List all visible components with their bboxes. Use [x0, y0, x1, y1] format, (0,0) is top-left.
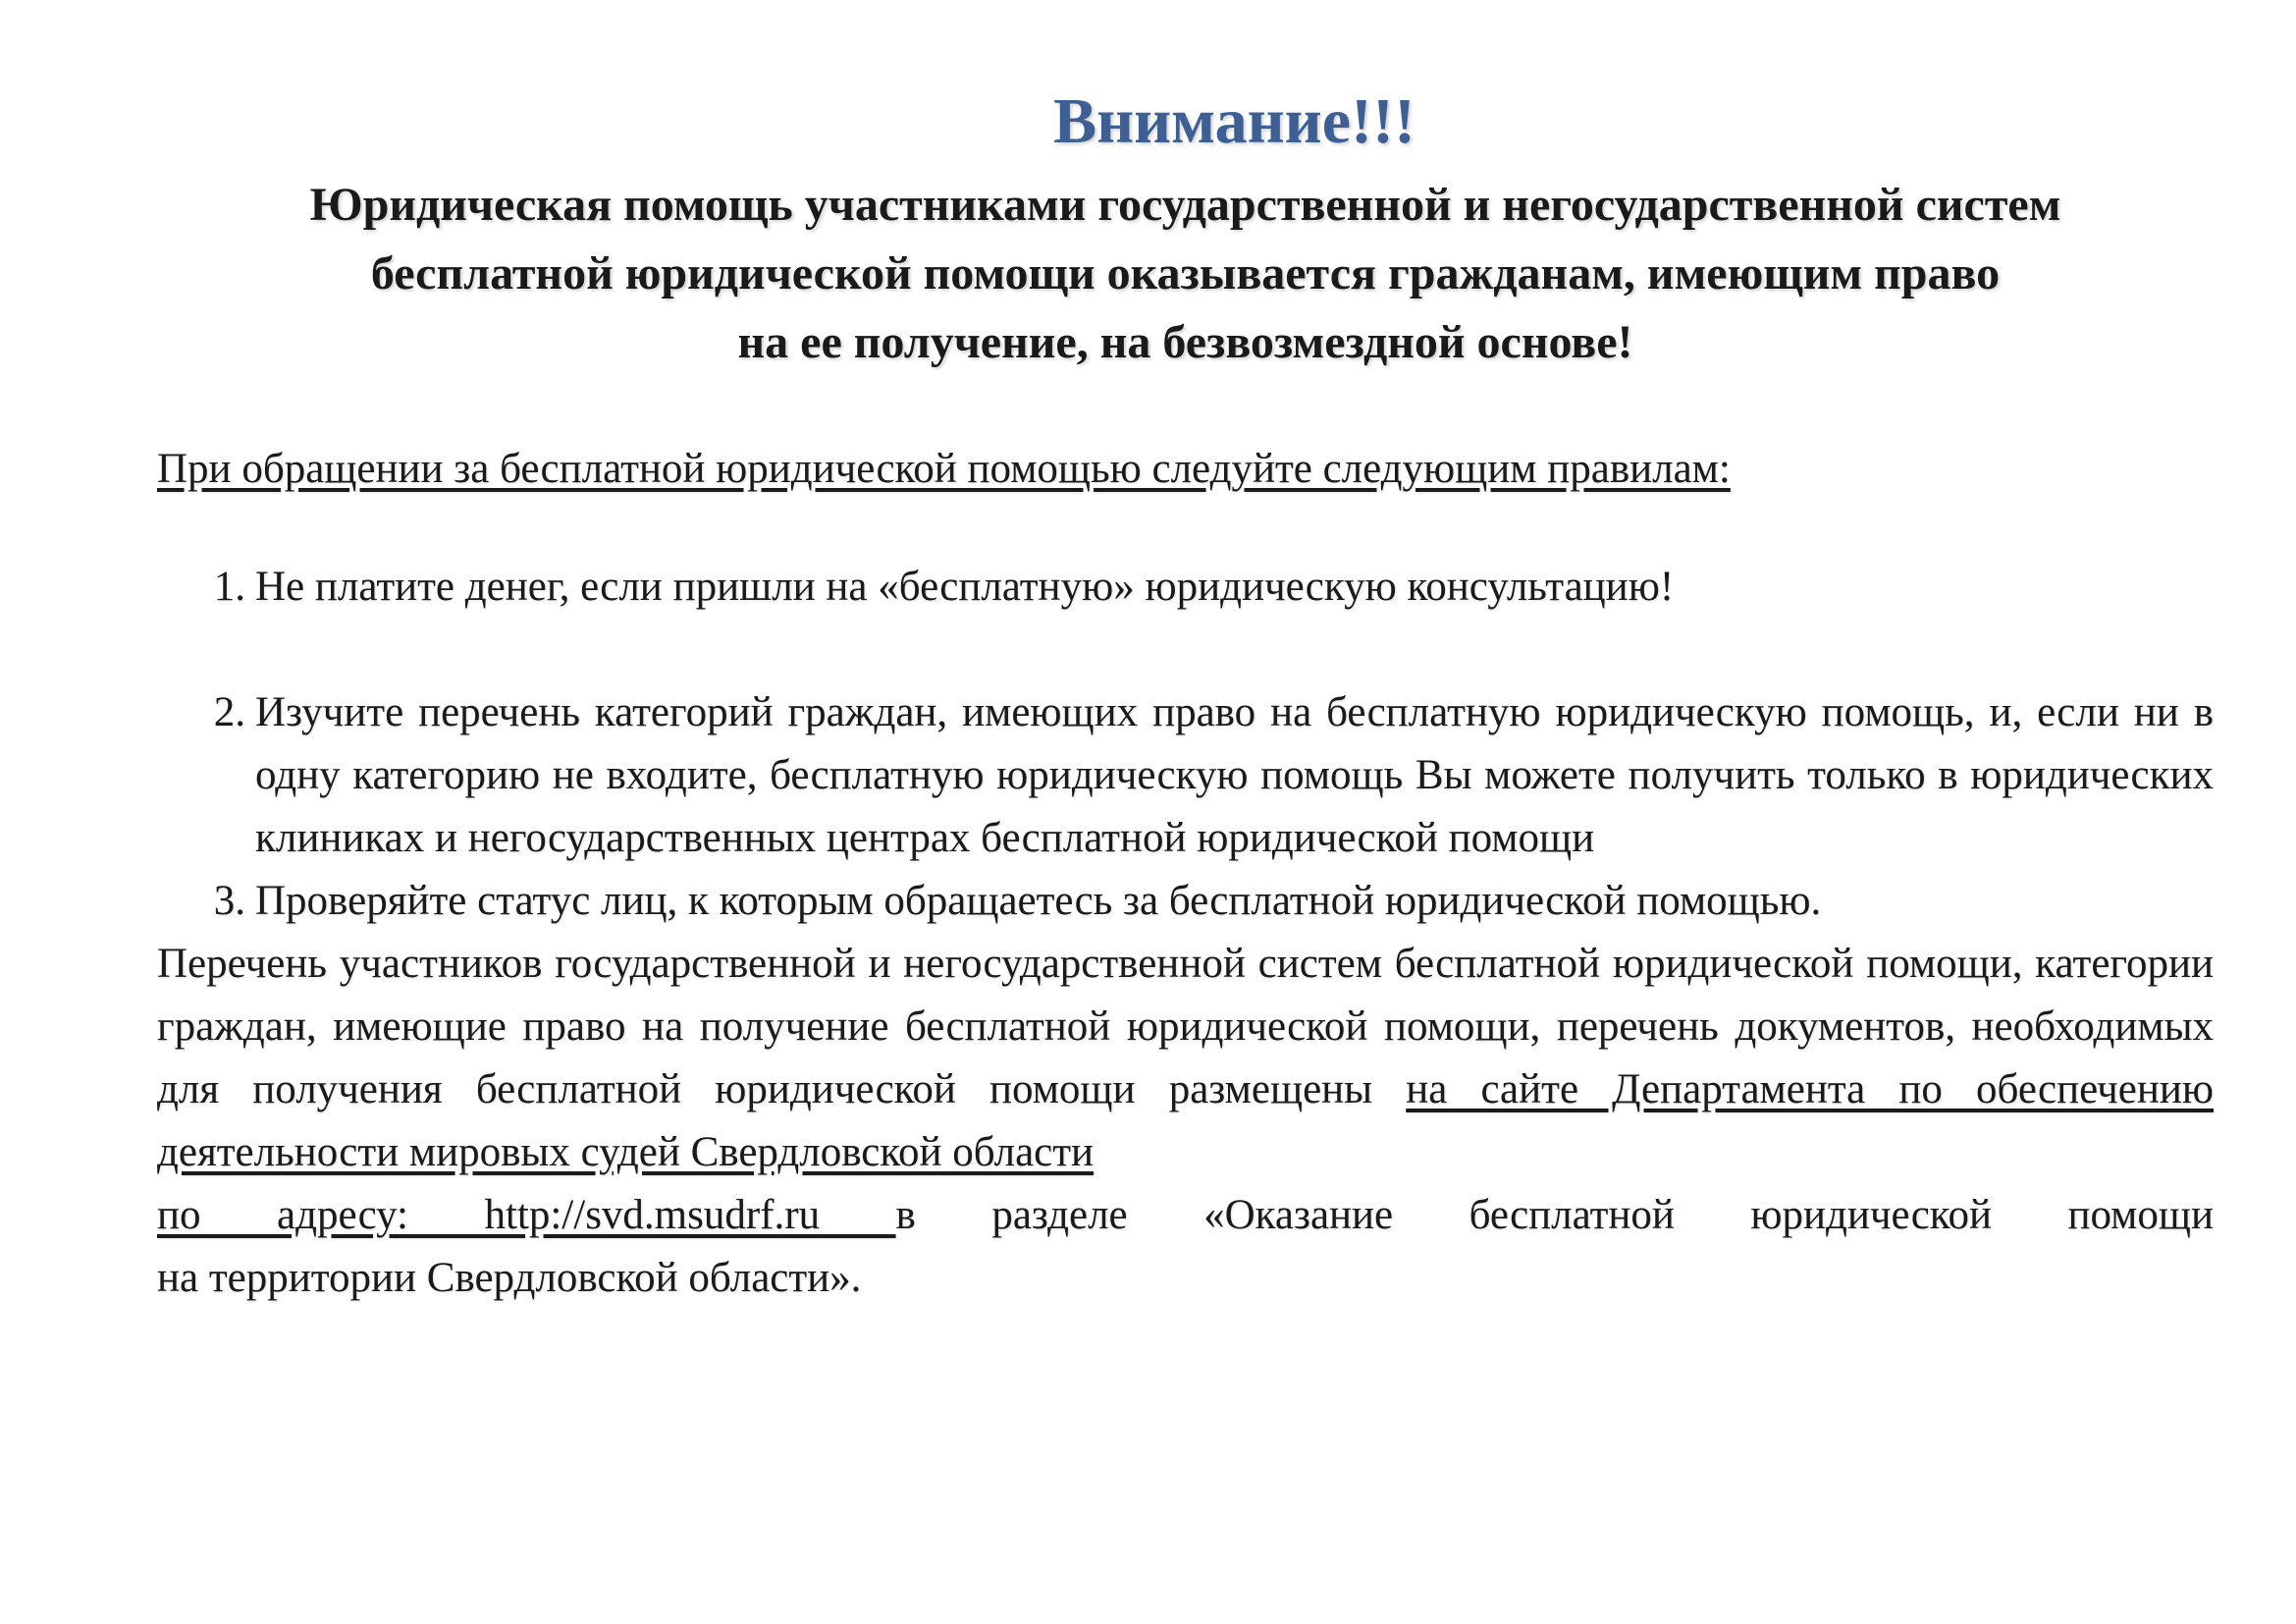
section-name-end: на территории Свердловской области».: [157, 1255, 862, 1301]
rules-list: [157, 556, 2214, 933]
rule-text: Не платите денег, если пришли на «бесплатную» юридическую консультацию!: [255, 564, 1675, 610]
headline-line-3: на ее получение, на безвозмездной основе!: [737, 316, 1633, 368]
info-paragraph: [157, 933, 2214, 1184]
rule-text: Изучите перечень категорий граждан, имеющих право на бесплатную юридическую помощь, и, если ни в одну категорию не входите, бесплатную юридическую помощь Вы можете получить только в юридических клиниках и негосударственных центрах бесплатной юридической помощи: [255, 689, 2214, 861]
headline-line-1: Юридическая помощь участниками государственной и негосударственной систем: [309, 179, 2061, 231]
rule-item: [157, 556, 2214, 619]
rule-item: [157, 681, 2214, 870]
address-link[interactable]: по адресу: http://svd.msudrf.ru: [157, 1192, 896, 1238]
info-text: Перечень участников государственной и негосударственной систем бесплатной юридической помощи, категории граждан, имеющие право на получение бесплатной юридической помощи, перечень документов, необходимых для получения бесплатной юридической помощи размещены: [157, 941, 2214, 1112]
address-section-text: в разделе «Оказание бесплатной юридической помощи: [895, 1192, 2214, 1238]
rule-text: Проверяйте статус лиц, к которым обращаетесь за бесплатной юридической помощью.: [255, 878, 1822, 924]
document-page: [157, 79, 2214, 1310]
page-title: Внимание!!!: [1053, 85, 1415, 157]
rule-number: 2.: [213, 689, 245, 735]
rules-intro: При обращении за бесплатной юридической помощью следуйте следующим правилам:: [157, 446, 1731, 492]
rule-number: 3.: [213, 878, 245, 924]
department-site-link[interactable]: на сайте Департамента по обеспечению деятельности мировых судей Свердловской области: [157, 1066, 2214, 1175]
rule-number: 1.: [213, 564, 245, 610]
headline-line-2: бесплатной юридической помощи оказывается гражданам, имеющим право: [370, 247, 2001, 299]
address-line: [157, 1184, 2214, 1247]
rule-item: [157, 870, 2214, 933]
headline: [157, 171, 2214, 377]
